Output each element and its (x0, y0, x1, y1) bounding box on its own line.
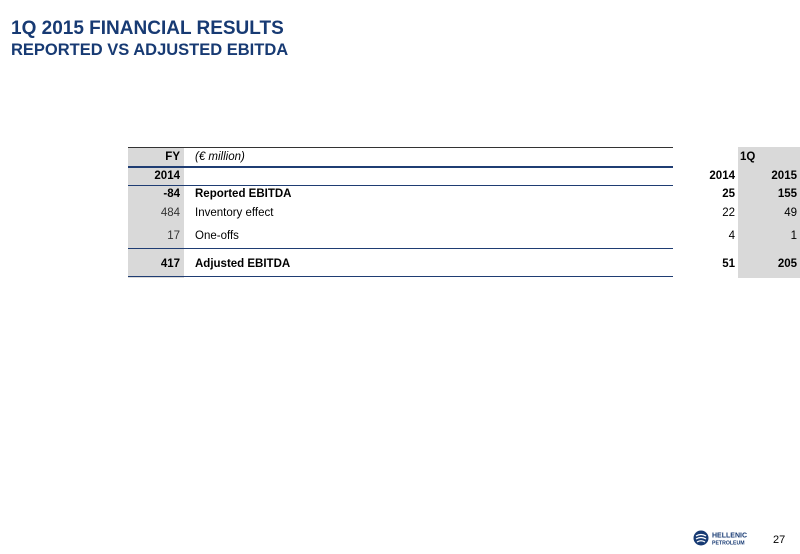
header-bottom-rule (128, 185, 673, 186)
fy-value: 17 (128, 223, 184, 249)
hellenic-petroleum-logo (693, 530, 763, 553)
row-label: One-offs (195, 230, 239, 242)
q-2015-value: 1 (738, 223, 800, 249)
header-units: (€ million) (195, 151, 245, 163)
header-q-2014: 2014 (709, 170, 735, 182)
table-row (128, 203, 797, 223)
page-title: 1Q 2015 FINANCIAL RESULTS (11, 18, 284, 39)
q-2015-value: 49 (738, 203, 800, 223)
header-fy-year: 2014 (128, 167, 184, 185)
row-label: Reported EBITDA (195, 188, 292, 200)
row-label: Inventory effect (195, 207, 274, 219)
page-subtitle: REPORTED VS ADJUSTED EBITDA (11, 41, 289, 59)
q-2014-value: 51 (722, 257, 735, 270)
logo-icon (693, 530, 763, 548)
table-row (128, 223, 797, 249)
table-row-total (128, 249, 797, 278)
fy-value: 417 (128, 249, 184, 278)
q-2015-value: 205 (738, 249, 800, 278)
header-fy: FY (128, 147, 184, 167)
ebitda-table (128, 147, 797, 278)
page-number: 27 (773, 534, 786, 546)
table-top-rule (128, 147, 673, 148)
header-q-2015: 2015 (738, 167, 800, 185)
table-row (128, 185, 797, 203)
table-bottom-rule (128, 276, 673, 277)
table-header-row-2 (128, 167, 797, 185)
table-header-row-1 (128, 147, 756, 167)
logo-line1: HELLENIC (712, 532, 747, 540)
row-label: Adjusted EBITDA (195, 257, 291, 270)
header-rule (128, 166, 673, 168)
q-2014-value: 4 (728, 230, 735, 242)
header-quarter: 1Q (738, 147, 800, 167)
fy-value: -84 (128, 185, 184, 203)
q-2015-value: 155 (738, 185, 800, 203)
total-top-rule (128, 248, 673, 249)
q-2014-value: 22 (722, 207, 735, 219)
fy-value: 484 (128, 203, 184, 223)
logo-line2: PETROLEUM (712, 540, 745, 547)
q-2014-value: 25 (722, 188, 735, 200)
